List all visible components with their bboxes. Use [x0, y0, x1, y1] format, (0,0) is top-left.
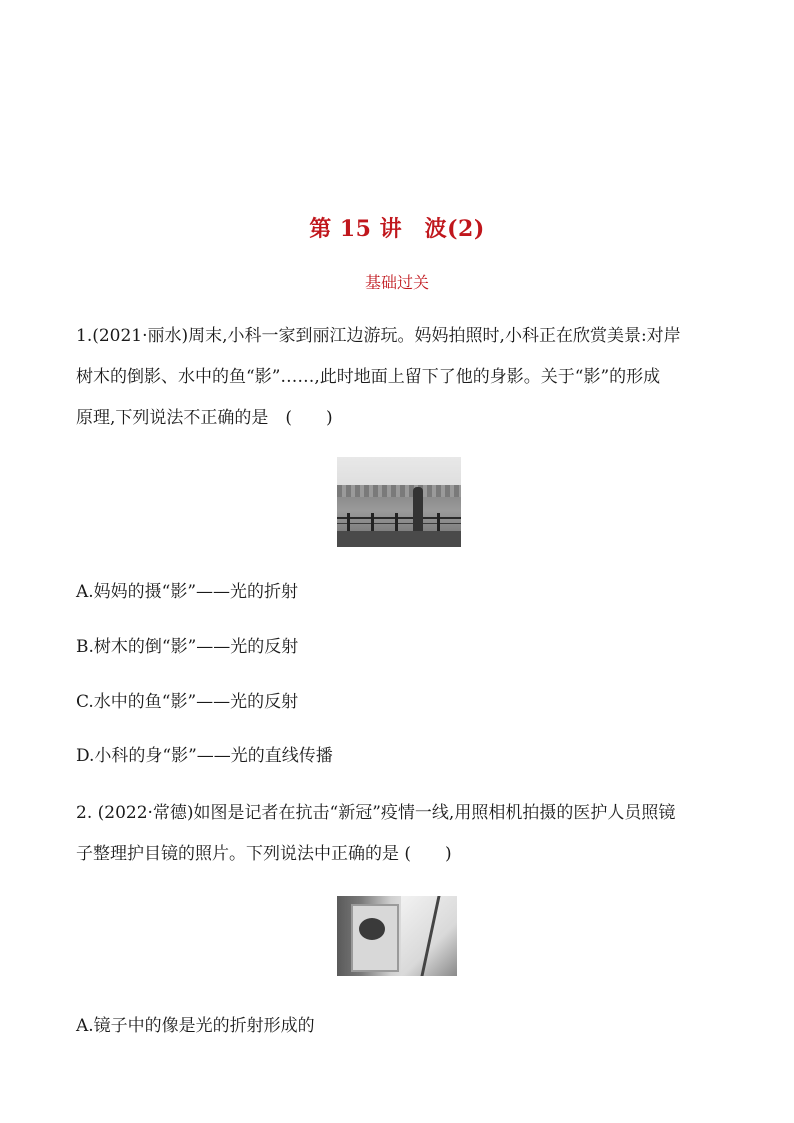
- question-1-line-2: 树木的倒影、水中的鱼“影”……,此时地面上留下了他的身影。关于“影”的形成: [76, 367, 661, 387]
- riverside-photo: [337, 457, 461, 547]
- question-1-option-b: B.树木的倒“影”——光的反射: [76, 637, 299, 657]
- question-1-text: [76, 316, 726, 439]
- question-1-line-1: 1.(2021·丽水)周末,小科一家到丽江边游玩。妈妈拍照时,小科正在欣赏美景:对岸: [76, 326, 681, 346]
- lesson-title: 第 15 讲 波(2): [309, 216, 485, 242]
- section-subtitle: 基础过关: [364, 273, 429, 292]
- question-1-line-3: 原理,下列说法不正确的是 ( ): [76, 408, 333, 428]
- question-2-line-1: 2. (2022·常德)如图是记者在抗击“新冠”疫情一线,用照相机拍摄的医护人员照镜: [76, 803, 676, 823]
- question-2-line-2: 子整理护目镜的照片。下列说法中正确的是 ( ): [76, 844, 452, 864]
- medical-staff-mirror-photo: [337, 896, 457, 976]
- question-2-text: [76, 793, 726, 875]
- question-1-option-d: D.小科的身“影”——光的直线传播: [76, 746, 333, 766]
- question-2-option-a: A.镜子中的像是光的折射形成的: [76, 1016, 315, 1036]
- question-1-option-a: A.妈妈的摄“影”——光的折射: [76, 582, 299, 602]
- question-1-option-c: C.水中的鱼“影”——光的反射: [76, 692, 299, 712]
